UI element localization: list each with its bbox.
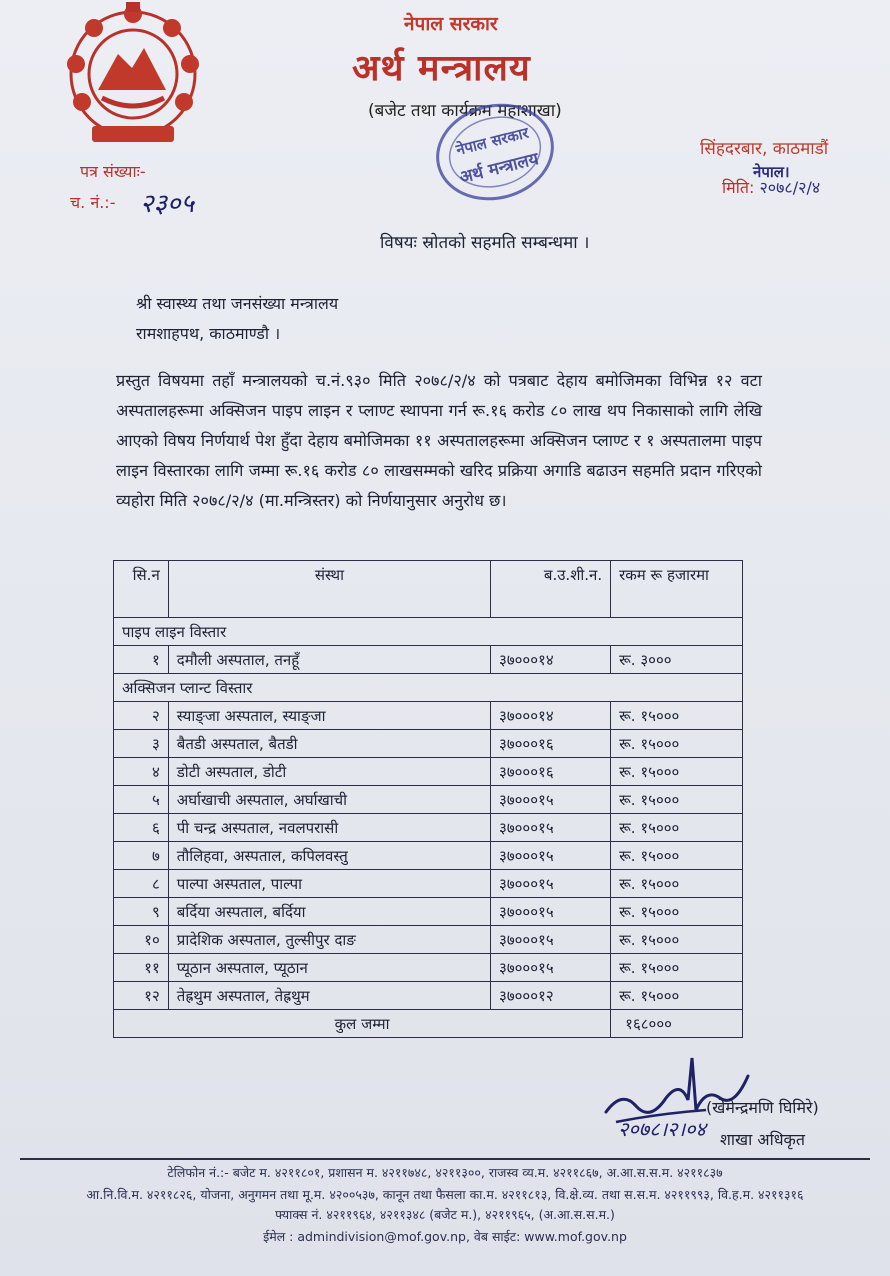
cell-amount: रू. १५००० — [611, 730, 743, 758]
header-sn: सि.न — [114, 561, 169, 618]
cell-institution: तौलिहवा, अस्पताल, कपिलवस्तु — [168, 842, 490, 870]
cell-budget-code: ३७०००१४ — [491, 646, 611, 674]
cell-institution: डोटी अस्पताल, डोटी — [168, 758, 490, 786]
section-row-pipeline — [114, 618, 743, 646]
cell-amount: रू. १५००० — [611, 786, 743, 814]
cell-institution: अर्घाखाची अस्पताल, अर्घाखाची — [168, 786, 490, 814]
footer-telephone-2: आ.नि.वि.म. ४२११८२६, योजना, अनुगमन तथा मू.म. ४२००५३७, कानून तथा फैसला का.म. ४२११८१३, वि.क्षे.व्य. तथा स.स.म. ४२११९९३, वि.ह.म. ४२११३१६ — [86, 1187, 804, 1202]
cell-budget-code: ३७०००१५ — [491, 814, 611, 842]
cell-amount: रू. ३००० — [611, 646, 743, 674]
handwritten-signature — [596, 1040, 786, 1140]
cell-sn: २ — [114, 702, 169, 730]
cell-sn: १० — [114, 926, 169, 954]
cell-sn: १ — [114, 646, 169, 674]
date-label: मिति: — [722, 178, 755, 197]
table-header-row — [114, 561, 743, 618]
cell-institution: दमौली अस्पताल, तनहूँ — [168, 646, 490, 674]
total-label: कुल जम्मा — [114, 1010, 611, 1038]
cell-sn: १२ — [114, 982, 169, 1010]
cell-institution: प्यूठान अस्पताल, प्यूठान — [168, 954, 490, 982]
cell-amount: रू. १५००० — [611, 954, 743, 982]
footer-telephone: टेलिफोन नं.:- बजेट म. ४२११८०१, प्रशासन म. ४२११७४८, ४२११३००, राजस्व व्य.म. ४२११८६७, अ.आ.स.स.म. ४२११८३७ — [167, 1165, 723, 1180]
nepal-emblem-icon — [62, 2, 204, 152]
cell-amount: रू. १५००० — [611, 870, 743, 898]
signer-name: (खेमेन्द्रमणि घिमिरे) — [706, 1098, 819, 1117]
table-row — [114, 926, 743, 954]
footer-contact: ईमेल : admindivision@mof.gov.np, वेब साईट: www.mof.gov.np — [263, 1229, 627, 1244]
table-row — [114, 758, 743, 786]
cell-amount: रू. १५००० — [611, 842, 743, 870]
table-row — [114, 982, 743, 1010]
header-amount: रकम रू हजारमा — [611, 561, 743, 618]
addressee-line-1: श्री स्वास्थ्य तथा जनसंख्या मन्त्रालय — [136, 294, 339, 313]
cell-amount: रू. १५००० — [611, 982, 743, 1010]
cell-budget-code: ३७०००१४ — [491, 702, 611, 730]
cell-sn: ८ — [114, 870, 169, 898]
cell-budget-code: ३७०००१५ — [491, 842, 611, 870]
cell-budget-code: ३७०००१२ — [491, 982, 611, 1010]
division-name: (बजेट तथा कार्यक्रम महाशाखा) — [368, 101, 562, 121]
chalan-label: च. नं.:- — [70, 193, 116, 212]
table-row — [114, 786, 743, 814]
cell-institution: स्याङ्जा अस्पताल, स्याङ्जा — [168, 702, 490, 730]
cell-budget-code: ३७०००१६ — [491, 758, 611, 786]
table-row — [114, 842, 743, 870]
addressee-line-2: रामशाहपथ, काठमाण्डौ । — [136, 324, 281, 343]
letter-subject: विषयः स्रोतको सहमति सम्बन्धमा । — [380, 233, 590, 253]
letter-body: प्रस्तुत विषयमा तहाँ मन्त्रालयको च.नं.९३० मिति २०७८/२/४ को पत्रबाट देहाय बमोजिमका विभिन्न १२ वटा अस्पतालहरूमा अक्सिजन पाइप लाइन र प्लाण्ट स्थापना गर्न रू.१६ करोड ८० लाख थप निकासाको लागि लेखि आएको विषय निर्णयार्थ पेश हुँदा देहाय बमोजिमका ११ अस्पतालहरूमा अक्सिजन प्लाण्ट र १ अस्पतालमा पाइप लाइन विस्तारका लागि जम्मा रू.१६ करोड ८० लाखसम्मको खरिद प्रक्रिया अगाडि बढाउन सहमति प्रदान गरिएको व्यहोरा मिति २०७८/२/४ (मा.मन्त्रिस्तर) को निर्णयानुसार अनुरोध छ। — [116, 371, 762, 510]
cell-sn: ७ — [114, 842, 169, 870]
signer-title: शाखा अधिकृत — [720, 1130, 805, 1149]
section-title: पाइप लाइन विस्तार — [114, 618, 743, 646]
government-name: नेपाल सरकार — [404, 13, 498, 35]
cell-sn: ९ — [114, 898, 169, 926]
cell-budget-code: ३७०००१५ — [491, 898, 611, 926]
cell-sn: ११ — [114, 954, 169, 982]
cell-amount: रू. १५००० — [611, 926, 743, 954]
seal-text-bottom: अर्थ मन्त्रालय — [457, 149, 541, 188]
section-row-oxygen-plant — [114, 674, 743, 702]
letter-date — [722, 176, 820, 198]
cell-budget-code: ३७०००१५ — [491, 954, 611, 982]
footer-fax: फ्याक्स नं. ४२११९६४, ४२११३४८ (बजेट म.), ४२११९६५, (अ.आ.स.स.म.) — [275, 1207, 615, 1222]
cell-budget-code: ३७०००१६ — [491, 730, 611, 758]
header-institution: संस्था — [168, 561, 490, 618]
table-row — [114, 730, 743, 758]
cell-sn: ४ — [114, 758, 169, 786]
hospital-budget-table — [113, 560, 743, 1038]
table-row — [114, 898, 743, 926]
cell-budget-code: ३७०००१५ — [491, 870, 611, 898]
cell-institution: बैतडी अस्पताल, बैतडी — [168, 730, 490, 758]
signature-date: २०७८।२।०४ — [618, 1117, 706, 1140]
cell-institution: बर्दिया अस्पताल, बर्दिया — [168, 898, 490, 926]
cell-sn: ५ — [114, 786, 169, 814]
table-row — [114, 702, 743, 730]
cell-amount: रू. १५००० — [611, 898, 743, 926]
total-row — [114, 1010, 743, 1038]
cell-budget-code: ३७०००१५ — [491, 786, 611, 814]
letter-number-label: पत्र संख्याः- — [80, 162, 146, 181]
cell-institution: प्रादेशिक अस्पताल, तुल्सीपुर दाङ — [168, 926, 490, 954]
cell-budget-code: ३७०००१५ — [491, 926, 611, 954]
table-row — [114, 954, 743, 982]
chalan-number: २३०५ — [140, 189, 195, 219]
nepal-stamp-text: नेपाल। — [753, 163, 790, 181]
seal-text-top: नेपाल सरकार — [454, 123, 531, 160]
ministry-seal-stamp — [428, 96, 562, 208]
cell-institution: पी चन्द्र अस्पताल, नवलपरासी — [168, 814, 490, 842]
cell-institution: पाल्पा अस्पताल, पाल्पा — [168, 870, 490, 898]
cell-institution: तेह्रथुम अस्पताल, तेह्रथुम — [168, 982, 490, 1010]
footer-divider — [20, 1158, 870, 1160]
date-value: २०७८/२/४ — [759, 178, 821, 197]
table-row — [114, 814, 743, 842]
cell-sn: ३ — [114, 730, 169, 758]
total-value: १६८००० — [611, 1010, 743, 1038]
cell-amount: रू. १५००० — [611, 814, 743, 842]
cell-amount: रू. १५००० — [611, 702, 743, 730]
table-row — [114, 870, 743, 898]
header-budget-code: ब.उ.शी.न. — [491, 561, 611, 618]
ministry-name: अर्थ मन्त्रालय — [352, 48, 531, 89]
office-location: सिंहदरबार, काठमाडौं — [700, 139, 829, 159]
section-title: अक्सिजन प्लान्ट विस्तार — [114, 674, 743, 702]
cell-amount: रू. १५००० — [611, 758, 743, 786]
cell-sn: ६ — [114, 814, 169, 842]
table-row — [114, 646, 743, 674]
